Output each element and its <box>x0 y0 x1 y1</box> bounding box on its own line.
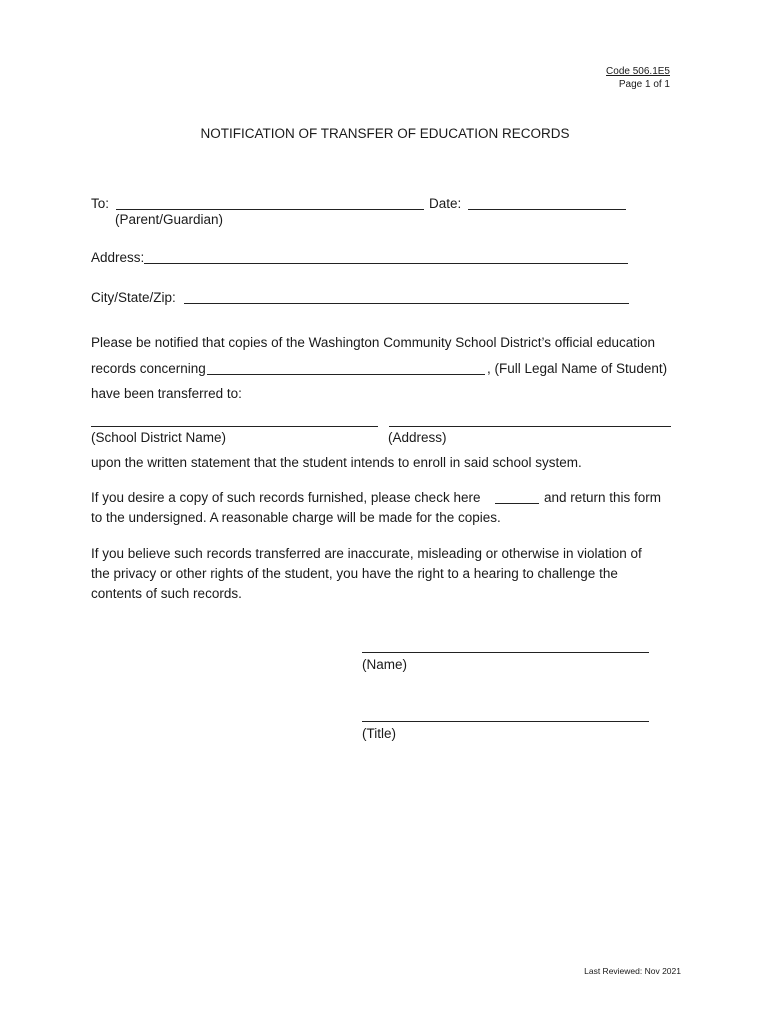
hearing-text-line-2: the privacy or other rights of the student, you have the right to a hearing to challenge the <box>91 566 618 581</box>
page-number: Page 1 of 1 <box>618 79 670 90</box>
city-state-zip-label: City/State/Zip: <box>91 290 176 305</box>
title-signature-line[interactable] <box>362 721 649 722</box>
district-address-caption: (Address) <box>388 430 447 445</box>
last-reviewed: Last Reviewed: Nov 2021 <box>584 966 681 976</box>
enroll-statement: upon the written statement that the student intends to enroll in said school system. <box>91 455 582 470</box>
copy-request-text-a: If you desire a copy of such records furnished, please check here <box>91 490 481 505</box>
district-address-field-line[interactable] <box>389 426 671 427</box>
hearing-text-line-1: If you believe such records transferred are inaccurate, misleading or otherwise in violation of <box>91 546 642 561</box>
copy-request-text-line-2: to the undersigned. A reasonable charge will be made for the copies. <box>91 510 501 525</box>
to-field-line[interactable] <box>116 209 424 210</box>
school-district-caption: (School District Name) <box>91 430 227 445</box>
student-name-field-line[interactable] <box>207 374 485 375</box>
document-title: NOTIFICATION OF TRANSFER OF EDUCATION RECORDS <box>200 126 570 141</box>
city-state-zip-field-line[interactable] <box>184 303 629 304</box>
copy-request-check-line[interactable] <box>495 503 539 504</box>
document-code: Code 506.1E5 <box>606 66 670 77</box>
copy-request-text-b: and return this form <box>544 490 662 505</box>
date-label: Date: <box>429 196 462 211</box>
to-label: To: <box>91 196 110 211</box>
address-label: Address: <box>91 250 145 265</box>
records-concerning-label: records concerning <box>91 361 206 376</box>
student-name-caption: , (Full Legal Name of Student) <box>487 361 668 376</box>
title-caption: (Title) <box>362 726 396 741</box>
address-field-line[interactable] <box>144 263 628 264</box>
date-field-line[interactable] <box>468 209 626 210</box>
notice-text-line-1: Please be notified that copies of the Washington Community School District’s official education <box>91 335 656 350</box>
name-signature-line[interactable] <box>362 652 649 653</box>
to-caption: (Parent/Guardian) <box>115 212 224 227</box>
school-district-field-line[interactable] <box>91 426 378 427</box>
transferred-to-label: have been transferred to: <box>91 386 242 401</box>
name-caption: (Name) <box>362 657 408 672</box>
hearing-text-line-3: contents of such records. <box>91 586 242 601</box>
